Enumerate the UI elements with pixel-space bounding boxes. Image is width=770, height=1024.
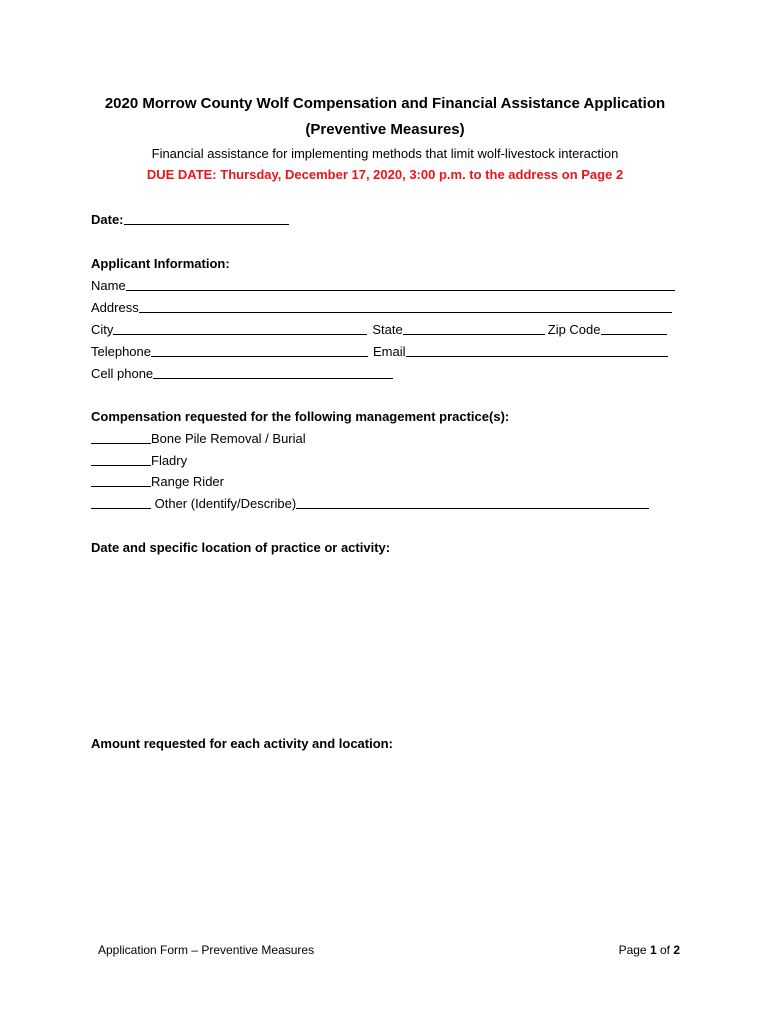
address-row xyxy=(91,297,672,315)
email-field[interactable] xyxy=(406,342,668,357)
due-date-notice: DUE DATE: Thursday, December 17, 2020, 3:00 p.m. to the address on Page 2 xyxy=(146,167,624,182)
page-of: of xyxy=(656,943,674,957)
practice-option-label: Fladry xyxy=(151,453,188,468)
other-describe-field[interactable] xyxy=(296,494,649,509)
compensation-heading: Compensation requested for the following management practice(s): xyxy=(91,409,510,424)
location-heading: Date and specific location of practice or activity: xyxy=(91,540,391,555)
page-current: 1 xyxy=(649,943,657,957)
email-label: Email xyxy=(373,344,406,359)
cell-field[interactable] xyxy=(153,364,393,379)
date-field[interactable] xyxy=(124,210,289,225)
city-field[interactable] xyxy=(113,320,367,335)
name-row xyxy=(91,275,675,293)
state-label: State xyxy=(372,322,403,337)
city-label: City xyxy=(91,322,114,337)
practice-option-label: Other (Identify/Describe) xyxy=(151,496,297,511)
name-field[interactable] xyxy=(126,276,675,291)
practice-option xyxy=(91,471,224,489)
location-answer-area[interactable] xyxy=(91,560,681,720)
zip-label: Zip Code xyxy=(547,322,601,337)
applicant-heading: Applicant Information: xyxy=(91,256,230,271)
telephone-field[interactable] xyxy=(151,342,368,357)
address-field[interactable] xyxy=(139,298,672,313)
form-title-line2: (Preventive Measures) xyxy=(305,121,465,138)
practice-option xyxy=(91,428,306,446)
amount-answer-area[interactable] xyxy=(91,756,681,916)
practice-option-label: Bone Pile Removal / Burial xyxy=(151,431,306,446)
date-label: Date: xyxy=(91,212,124,227)
telephone-label: Telephone xyxy=(91,344,151,359)
cell-row xyxy=(91,363,393,381)
page-number xyxy=(619,943,680,957)
telephone-row xyxy=(91,341,668,359)
page-total: 2 xyxy=(673,943,680,957)
cell-label: Cell phone xyxy=(91,366,154,381)
practice-option-label: Range Rider xyxy=(151,474,224,489)
practice-check-field[interactable] xyxy=(91,451,151,466)
zip-field[interactable] xyxy=(601,320,667,335)
form-subtitle: Financial assistance for implementing methods that limit wolf-livestock interaction xyxy=(151,146,619,161)
practice-option xyxy=(91,450,187,468)
city-row xyxy=(91,319,667,337)
practice-option xyxy=(91,493,649,511)
name-label: Name xyxy=(91,278,126,293)
practice-check-field[interactable] xyxy=(91,472,151,487)
page-prefix: Page xyxy=(618,943,650,957)
practice-check-field[interactable] xyxy=(91,494,151,509)
footer-form-name: Application Form – Preventive Measures xyxy=(98,943,315,957)
address-label: Address xyxy=(91,300,139,315)
state-field[interactable] xyxy=(403,320,545,335)
amount-heading: Amount requested for each activity and location: xyxy=(91,736,393,751)
date-row xyxy=(91,209,289,227)
practice-check-field[interactable] xyxy=(91,429,151,444)
form-title-line1: 2020 Morrow County Wolf Compensation and Financial Assistance Application xyxy=(104,95,666,112)
